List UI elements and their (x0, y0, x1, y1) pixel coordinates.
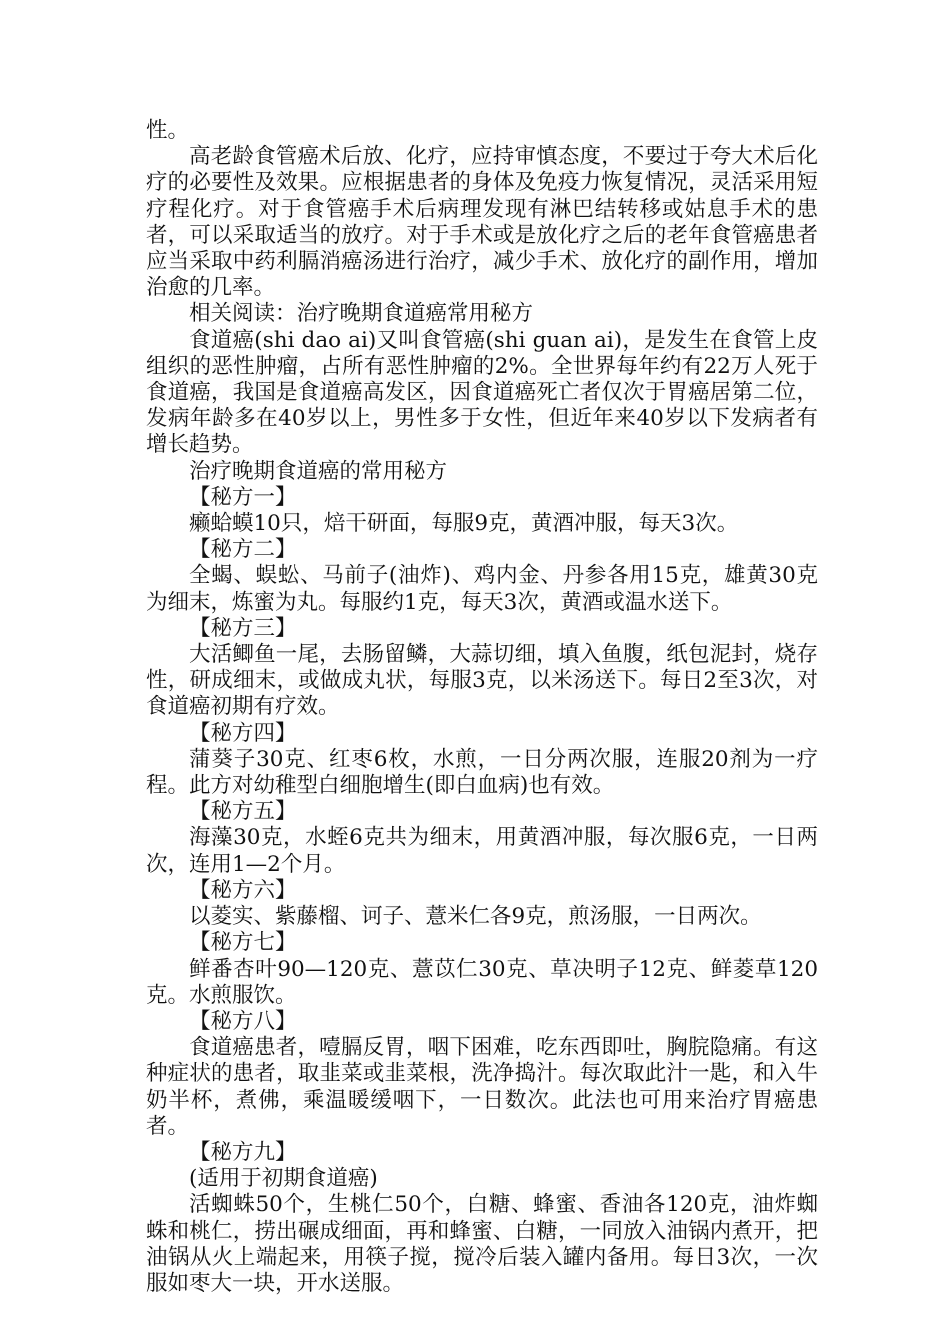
remedy-9-note: (适用于初期食道癌) (189, 1166, 378, 1192)
remedy-1-title: 【秘方一】 (189, 484, 297, 510)
remedy-5-title: 【秘方五】 (189, 799, 297, 825)
section-heading-remedies: 治疗晚期食道癌的常用秘方 (189, 458, 448, 484)
remedy-5-text: 海藻30克，水蛭6克共为细末，用黄酒冲服，每次服6克，一日两次，连用1—2个月。 (146, 825, 818, 877)
remedy-3-title: 【秘方三】 (189, 615, 297, 641)
remedy-8-text: 食道癌患者，噎膈反胃，咽下困难，吃东西即吐，胸脘隐痛。有这种症状的患者，取韭菜或韭菜根，洗净捣汁。每次取此汁一匙，和入牛奶半杯，煮佛，乘温暖缓咽下，一日数次。此法也可用来治疗胃癌患者。 (146, 1035, 818, 1139)
remedy-2-text: 全蝎、蜈蚣、马前子(油炸)、鸡内金、丹参各用15克，雄黄30克为细末，炼蜜为丸。每服约1克，每天3次，黄酒或温水送下。 (146, 563, 818, 615)
document-page (146, 118, 818, 1297)
remedy-9-title: 【秘方九】 (189, 1139, 297, 1165)
related-reading-heading: 相关阅读：治疗晚期食道癌常用秘方 (189, 301, 534, 327)
remedy-6-text: 以菱实、紫藤榴、诃子、薏米仁各9克，煎汤服，一日两次。 (189, 904, 762, 930)
remedy-6-title: 【秘方六】 (189, 877, 297, 903)
remedy-7-title: 【秘方七】 (189, 930, 297, 956)
paragraph-continuation: 性。 (146, 118, 190, 143)
paragraph-esophageal-cancer-intro: 食道癌(shi dao ai)又叫食管癌(shi guan ai)，是发生在食管上皮组织的恶性肿瘤，占所有恶性肿瘤的2%。全世界每年约有22万人死于食道癌，我国是食道癌高发区，因食道癌死亡者仅次于胃癌居第二位，发病年龄多在40岁以上，男性多于女性，但近年来40岁以下发病者有增长趋势。 (146, 327, 818, 458)
remedy-3-text: 大活鲫鱼一尾，去肠留鳞，大蒜切细，填入鱼腹，纸包泥封，烧存性，研成细末，或做成丸状，每服3克，以米汤送下。每日2至3次，对食道癌初期有疗效。 (146, 642, 818, 720)
paragraph-elderly-treatment: 高老龄食管癌术后放、化疗，应持审慎态度，不要过于夸大术后化疗的必要性及效果。应根据患者的身体及免疫力恢复情况，灵活采用短疗程化疗。对于食管癌手术后病理发现有淋巴结转移或姑息手术的患者，可以采取适当的放疗。对于手术或是放化疗之后的老年食管癌患者应当采取中药利膈消癌汤进行治疗，减少手术、放化疗的副作用，增加治愈的几率。 (146, 144, 818, 301)
remedy-2-title: 【秘方二】 (189, 537, 297, 563)
remedy-1-text: 癞蛤蟆10只，焙干研面，每服9克，黄酒冲服，每天3次。 (189, 511, 739, 537)
remedy-7-text: 鲜番杏叶90—120克、薏苡仁30克、草决明子12克、鲜菱草120克。水煎服饮。 (146, 956, 818, 1008)
remedy-4-title: 【秘方四】 (189, 720, 297, 746)
remedy-8-title: 【秘方八】 (189, 1008, 297, 1034)
remedy-4-text: 蒲葵子30克、红枣6枚，水煎，一日分两次服，连服20剂为一疗程。此方对幼稚型白细胞增生(即白血病)也有效。 (146, 746, 818, 799)
remedy-9-text: 活蜘蛛50个，生桃仁50个，白糖、蜂蜜、香油各120克，油炸蜘蛛和桃仁，捞出碾成细面，再和蜂蜜、白糖，一同放入油锅内煮开，把油锅从火上端起来，用筷子搅，搅冷后装入罐内备用。每日3次，一次服如枣大一块，开水送服。 (146, 1192, 818, 1296)
